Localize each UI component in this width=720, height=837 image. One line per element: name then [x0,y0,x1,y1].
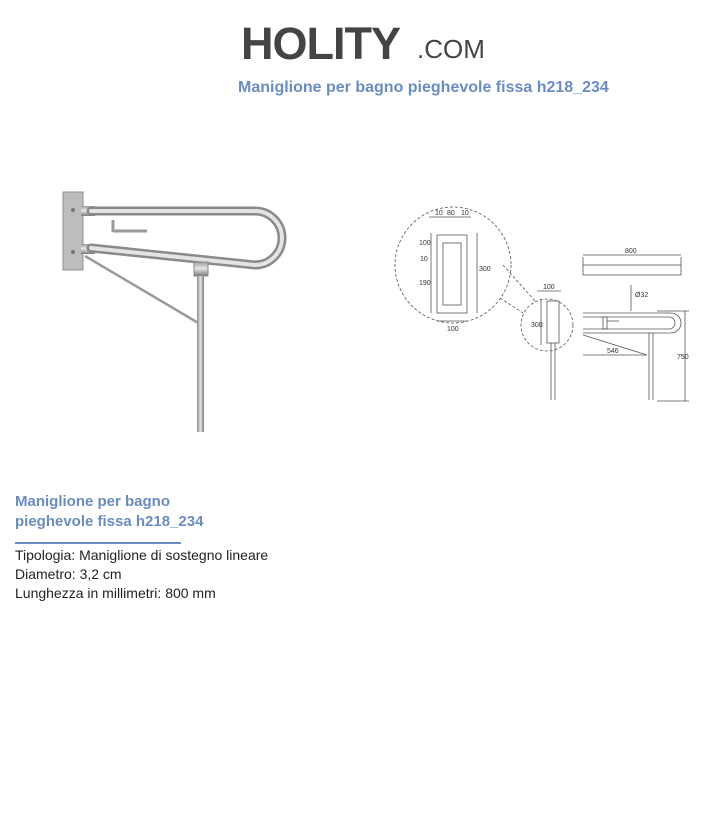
logo-suffix: .COM [417,34,485,64]
dim-300: 300 [531,322,543,329]
technical-drawing [385,205,695,405]
product-title-line1: Maniglione per bagno [15,493,171,510]
spec-row-lunghezza [15,584,268,603]
product-title-line2: pieghevole fissa h218_234 [15,513,204,530]
spec-row-diametro [15,565,268,584]
logo-brand: HOLITY [241,18,400,69]
spec-label: Lunghezza in millimetri: [15,585,162,601]
dim-100-bottom: 100 [447,326,459,333]
spec-value: Maniglione di sostegno lineare [79,547,269,563]
dim-800: 800 [625,248,637,255]
product-title [15,492,235,532]
spec-value: 3,2 cm [79,566,122,582]
dim-10a: 10 [435,210,443,217]
spec-value: 800 mm [165,585,216,601]
dim-300-inner: 300 [479,266,491,273]
title-divider [15,542,181,544]
holity-logo[interactable] [241,18,485,70]
dim-100-side: 100 [419,240,431,247]
dim-546: 546 [607,348,619,355]
spec-list [15,546,268,603]
dim-10c: 10 [420,256,428,263]
spec-label: Diametro: [15,566,76,582]
spec-row-tipologia [15,546,268,565]
spec-label: Tipologia: [15,547,76,563]
page-title: Maniglione per bagno pieghevole fissa h218_234 [238,79,609,96]
dim-750: 750 [677,354,689,361]
product-photo [55,180,300,440]
dim-190: 190 [419,280,431,287]
dim-80: 80 [447,210,455,217]
dim-32: Ø32 [635,292,649,299]
dim-100-top: 100 [543,284,555,291]
dim-10b: 10 [461,210,469,217]
